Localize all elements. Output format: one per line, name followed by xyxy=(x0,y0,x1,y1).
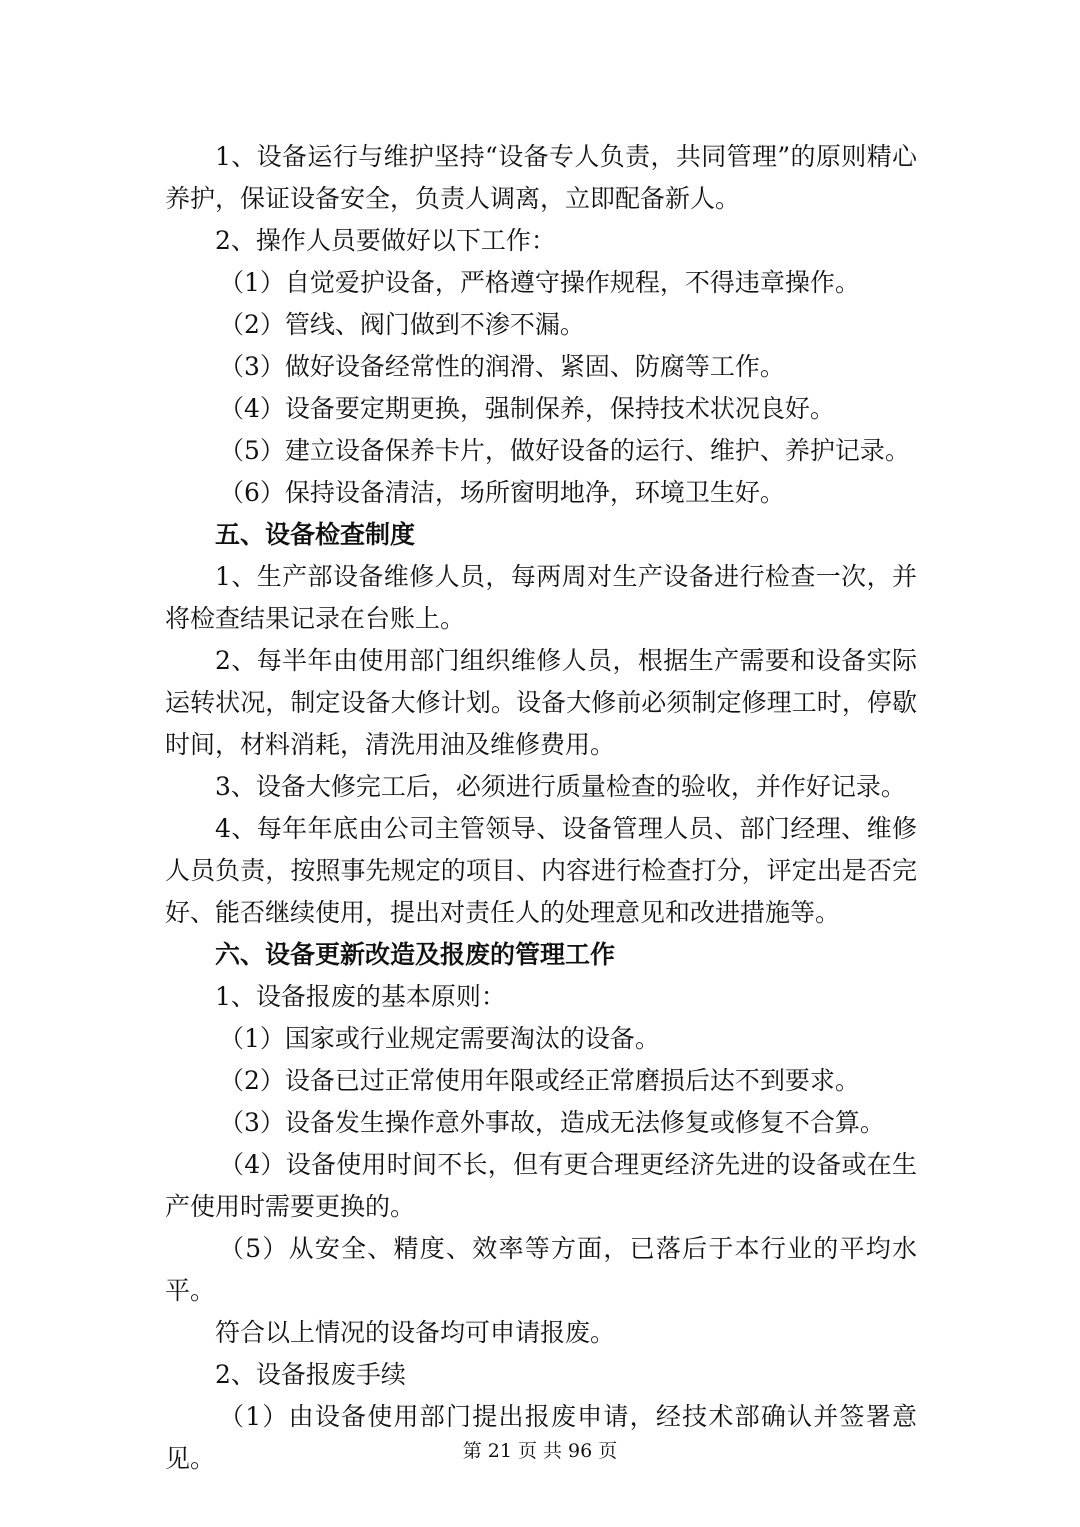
paragraph: （2）设备已过正常使用年限或经正常磨损后达不到要求。 xyxy=(219,1066,860,1095)
paragraph: （3）做好设备经常性的润滑、紧固、防腐等工作。 xyxy=(219,352,785,381)
page-footer: 第 21 页 共 96 页 xyxy=(462,1440,618,1462)
paragraph: 2、设备报废手续 xyxy=(215,1360,406,1389)
paragraph: 2、每半年由使用部门组织维修人员，根据生产需要和设备实际运转状况，制定设备大修计划。设备大修前必须制定修理工时，停歇时间，材料消耗，清洗用油及维修费用。 xyxy=(165,646,917,759)
paragraph: 符合以上情况的设备均可申请报废。 xyxy=(215,1318,616,1347)
paragraph: （1）自觉爱护设备，严格遵守操作规程，不得违章操作。 xyxy=(219,268,860,297)
paragraph: 3、设备大修完工后，必须进行质量检查的验收，并作好记录。 xyxy=(215,772,906,801)
paragraph: 1、设备报废的基本原则： xyxy=(215,982,506,1011)
paragraph: （2）管线、阀门做到不渗不漏。 xyxy=(219,310,585,339)
document-body xyxy=(165,136,917,1480)
section-heading: 六、设备更新改造及报废的管理工作 xyxy=(215,940,616,969)
paragraph: （5）建立设备保养卡片，做好设备的运行、维护、养护记录。 xyxy=(219,436,910,465)
paragraph: （4）设备使用时间不长，但有更合理更经济先进的设备或在生产使用时需要更换的。 xyxy=(165,1150,917,1221)
paragraph: （1）由设备使用部门提出报废申请，经技术部确认并签署意见。 xyxy=(165,1402,917,1473)
paragraph: （5）从安全、精度、效率等方面，已落后于本行业的平均水平。 xyxy=(165,1234,917,1305)
section-heading: 五、设备检查制度 xyxy=(215,520,416,549)
paragraph: （1）国家或行业规定需要淘汰的设备。 xyxy=(219,1024,660,1053)
paragraph: 1、设备运行与维护坚持“设备专人负责，共同管理”的原则精心养护，保证设备安全，负责人调离，立即配备新人。 xyxy=(165,142,917,213)
paragraph: 2、操作人员要做好以下工作： xyxy=(215,226,556,255)
paragraph: （4）设备要定期更换，强制保养，保持技术状况良好。 xyxy=(219,394,835,423)
paragraph: 1、生产部设备维修人员，每两周对生产设备进行检查一次，并将检查结果记录在台账上。 xyxy=(165,562,917,633)
paragraph: 4、每年年底由公司主管领导、设备管理人员、部门经理、维修人员负责，按照事先规定的项目、内容进行检查打分，评定出是否完好、能否继续使用，提出对责任人的处理意见和改进措施等。 xyxy=(165,814,917,927)
paragraph: （3）设备发生操作意外事故，造成无法修复或修复不合算。 xyxy=(219,1108,885,1137)
paragraph: （6）保持设备清洁，场所窗明地净，环境卫生好。 xyxy=(219,478,785,507)
